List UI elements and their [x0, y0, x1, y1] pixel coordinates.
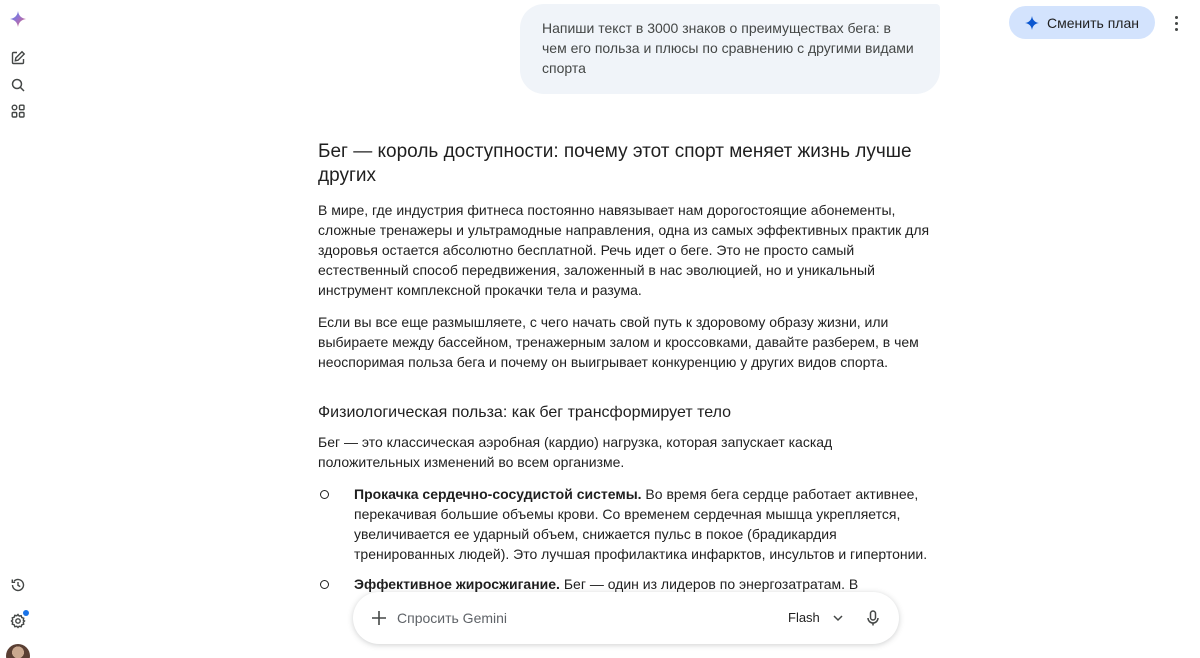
list-item: [318, 574, 934, 594]
response-paragraph: В мире, где индустрия фитнеса постоянно навязывает нам дорогостоящие абонементы, сложные тренажеры и ультрамодные направления, одна из самых эффективных практик для здоровья остается абсолютно бесплатной. Речь идет о беге. Это не просто самый естественный способ передвижения, заложенный в нас эволюцией, но и уникальный инструмент комплексной прокачки тела и разума.: [318, 202, 930, 298]
gemini-logo-icon[interactable]: [10, 11, 26, 27]
list-item-text: Бег — один из лидеров по энергозатратам. В: [559, 576, 859, 592]
new-chat-icon[interactable]: [10, 50, 26, 66]
chevron-down-icon: [832, 612, 844, 624]
list-item-bold: Прокачка сердечно-сосудистой системы.: [354, 486, 642, 502]
upgrade-plan-button[interactable]: [1009, 6, 1155, 39]
sparkle-icon: [1025, 16, 1039, 30]
history-icon[interactable]: [10, 577, 26, 593]
response-title: Бег — король доступности: почему этот спорт меняет жизнь лучше других: [318, 141, 912, 186]
bullet-list: [318, 484, 934, 594]
side-rail: [0, 0, 36, 658]
search-icon[interactable]: [10, 77, 26, 93]
add-icon[interactable]: [369, 608, 389, 628]
list-item-bold: Эффективное жиросжигание.: [354, 576, 560, 592]
section-title: Физиологическая польза: как бег трансформирует тело: [318, 404, 732, 421]
response-paragraph: Если вы все еще размышляете, с чего начать свой путь к здоровому образу жизни, или выбираете между бассейном, тренажерным залом и кроссовками, давайте разберем, в чем неоспоримая польза бега и почему он выигрывает конкуренцию у других видов спорта.: [318, 314, 919, 370]
model-response: [318, 140, 934, 604]
model-label: Flash: [788, 610, 820, 625]
list-item-text: Во время бега сердце работает активнее, перекачивая большие объемы крови. Со временем сердечная мышца укрепляется, увеличивается ее ударный объем, снижается пульс в покое (брадикардия тренированных людей). Это лучшая профилактика инфарктов, инсультов и гипертонии.: [354, 486, 928, 562]
user-message: Напиши текст в 3000 знаков о преимуществах бега: в чем его польза и плюсы по сравнению с другими видами спорта: [520, 4, 940, 94]
prompt-bar[interactable]: [353, 592, 899, 644]
settings-icon[interactable]: [10, 613, 26, 629]
more-options-icon[interactable]: [1168, 12, 1184, 34]
microphone-icon[interactable]: [863, 608, 883, 628]
section-intro: Бег — это классическая аэробная (кардио) нагрузка, которая запускает каскад положительных изменений во всем организме.: [318, 434, 833, 470]
model-selector[interactable]: [788, 608, 844, 628]
list-item: [318, 484, 934, 564]
apps-icon[interactable]: [10, 103, 26, 119]
notification-dot: [23, 610, 29, 616]
upgrade-plan-label: Сменить план: [1047, 14, 1139, 31]
avatar[interactable]: [6, 644, 30, 658]
prompt-input[interactable]: Спросить Gemini: [397, 610, 508, 626]
